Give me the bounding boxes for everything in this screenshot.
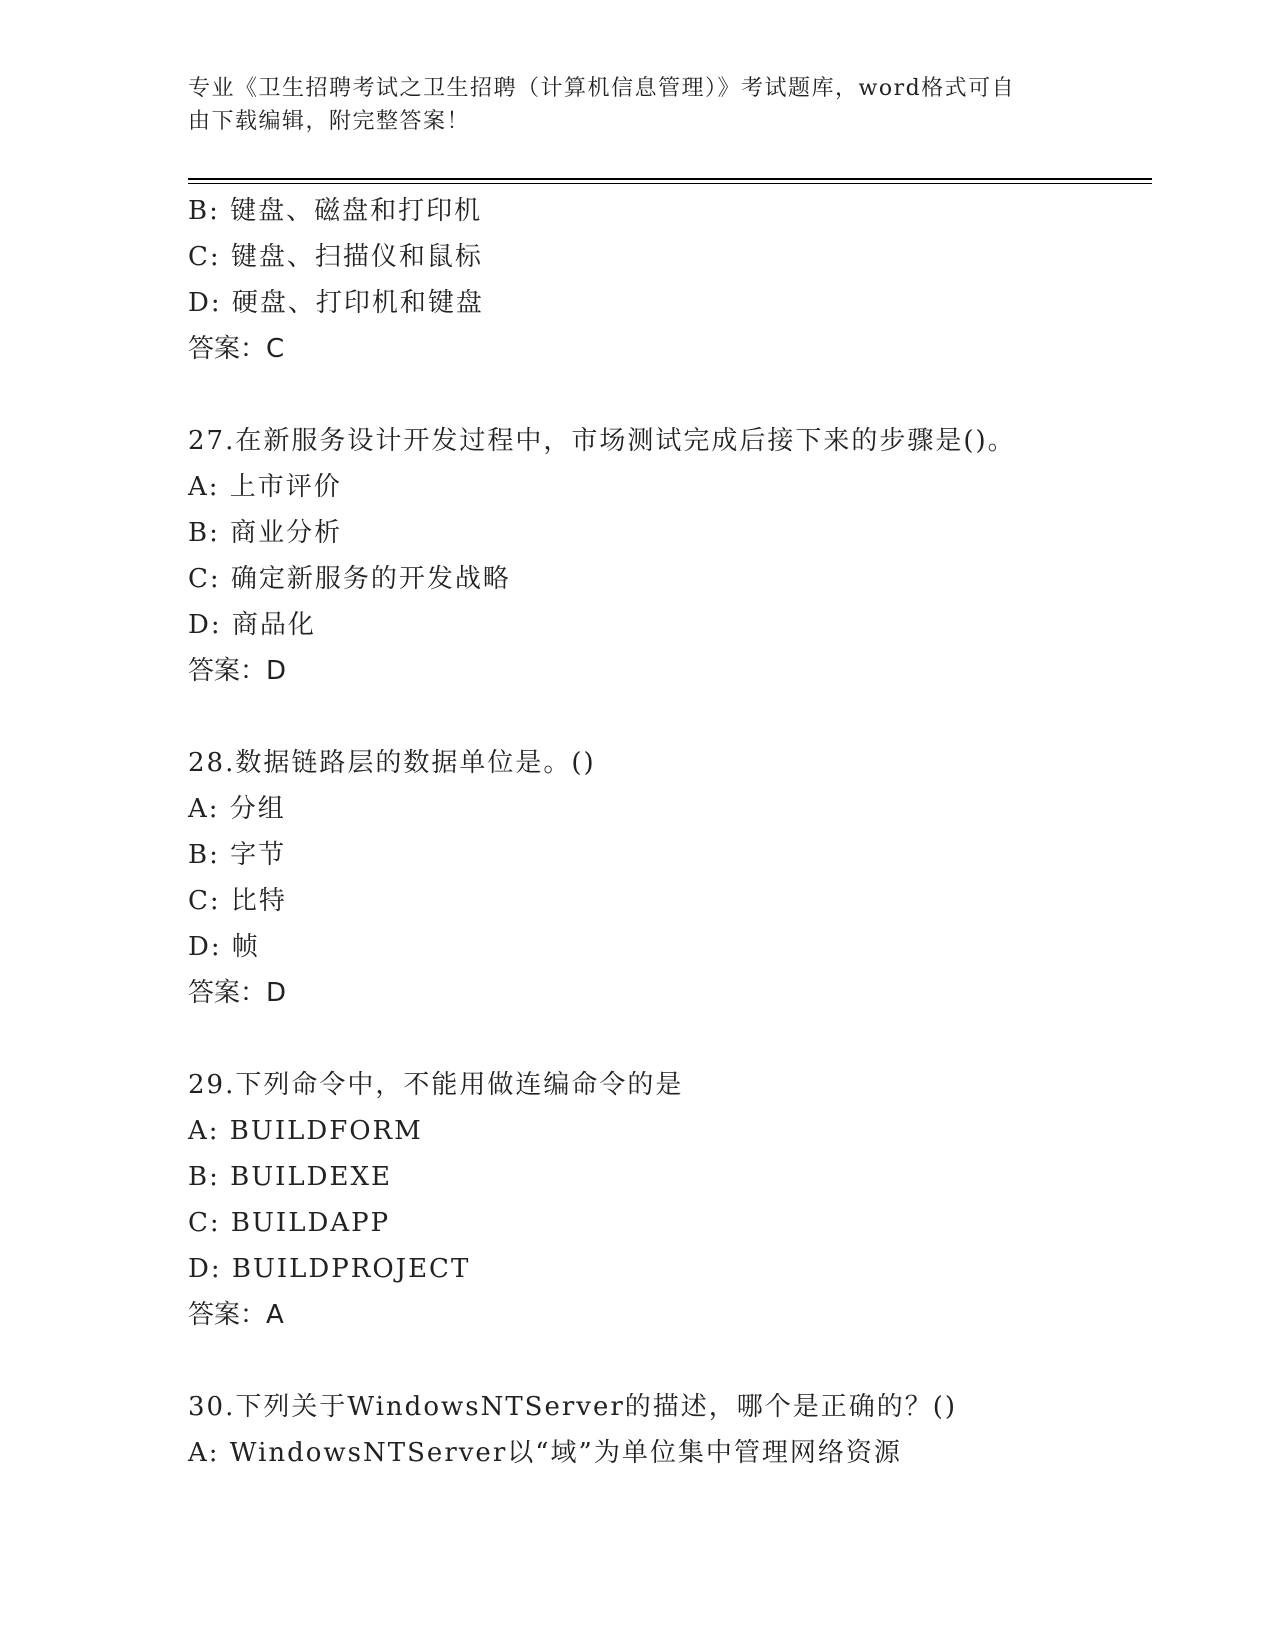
question-text: 29.下列命令中，不能用做连编命令的是 xyxy=(188,1070,684,1100)
question-30-block xyxy=(188,1384,1152,1476)
option-a: A: WindowsNTServer以“域”为单位集中管理网络资源 xyxy=(188,1438,902,1468)
question-29-block xyxy=(188,1062,1152,1338)
option-d: D: BUILDPROJECT xyxy=(188,1254,471,1284)
question-text: 30.下列关于WindowsNTServer的描述，哪个是正确的？() xyxy=(188,1392,958,1422)
header-line-2: 由下载编辑，附完整答案！ xyxy=(188,109,471,134)
question-27-block xyxy=(188,418,1152,694)
document-header xyxy=(188,72,1068,138)
header-divider-thick xyxy=(188,178,1152,180)
question-26-block xyxy=(188,188,1152,372)
option-d: D: 硬盘、打印机和键盘 xyxy=(188,288,484,318)
option-a: A: 分组 xyxy=(188,794,286,824)
option-d: D: 帧 xyxy=(188,932,260,962)
option-b: B: 商业分析 xyxy=(188,518,343,548)
option-b: B: 键盘、磁盘和打印机 xyxy=(188,196,483,226)
option-c: C: 确定新服务的开发战略 xyxy=(188,564,511,594)
option-a: A: BUILDFORM xyxy=(188,1116,423,1146)
question-text: 28.数据链路层的数据单位是。() xyxy=(188,748,596,778)
option-c: C: 键盘、扫描仪和鼠标 xyxy=(188,242,483,272)
spacer xyxy=(188,694,1152,740)
answer-line: 答案：D xyxy=(188,656,287,686)
spacer xyxy=(188,372,1152,418)
option-c: C: 比特 xyxy=(188,886,287,916)
option-b: B: 字节 xyxy=(188,840,287,870)
header-divider-thin xyxy=(188,183,1152,184)
option-b: B: BUILDEXE xyxy=(188,1162,392,1192)
answer-line: 答案：C xyxy=(188,334,285,364)
option-c: C: BUILDAPP xyxy=(188,1208,391,1238)
question-list xyxy=(188,188,1152,1476)
option-d: D: 商品化 xyxy=(188,610,316,640)
spacer xyxy=(188,1338,1152,1384)
spacer xyxy=(188,1016,1152,1062)
answer-line: 答案：D xyxy=(188,978,287,1008)
header-line-1: 专业《卫生招聘考试之卫生招聘（计算机信息管理）》考试题库，word格式可自 xyxy=(188,76,1016,101)
answer-line: 答案：A xyxy=(188,1300,284,1330)
question-28-block xyxy=(188,740,1152,1016)
question-text: 27.在新服务设计开发过程中，市场测试完成后接下来的步骤是()。 xyxy=(188,426,1016,456)
option-a: A: 上市评价 xyxy=(188,472,342,502)
